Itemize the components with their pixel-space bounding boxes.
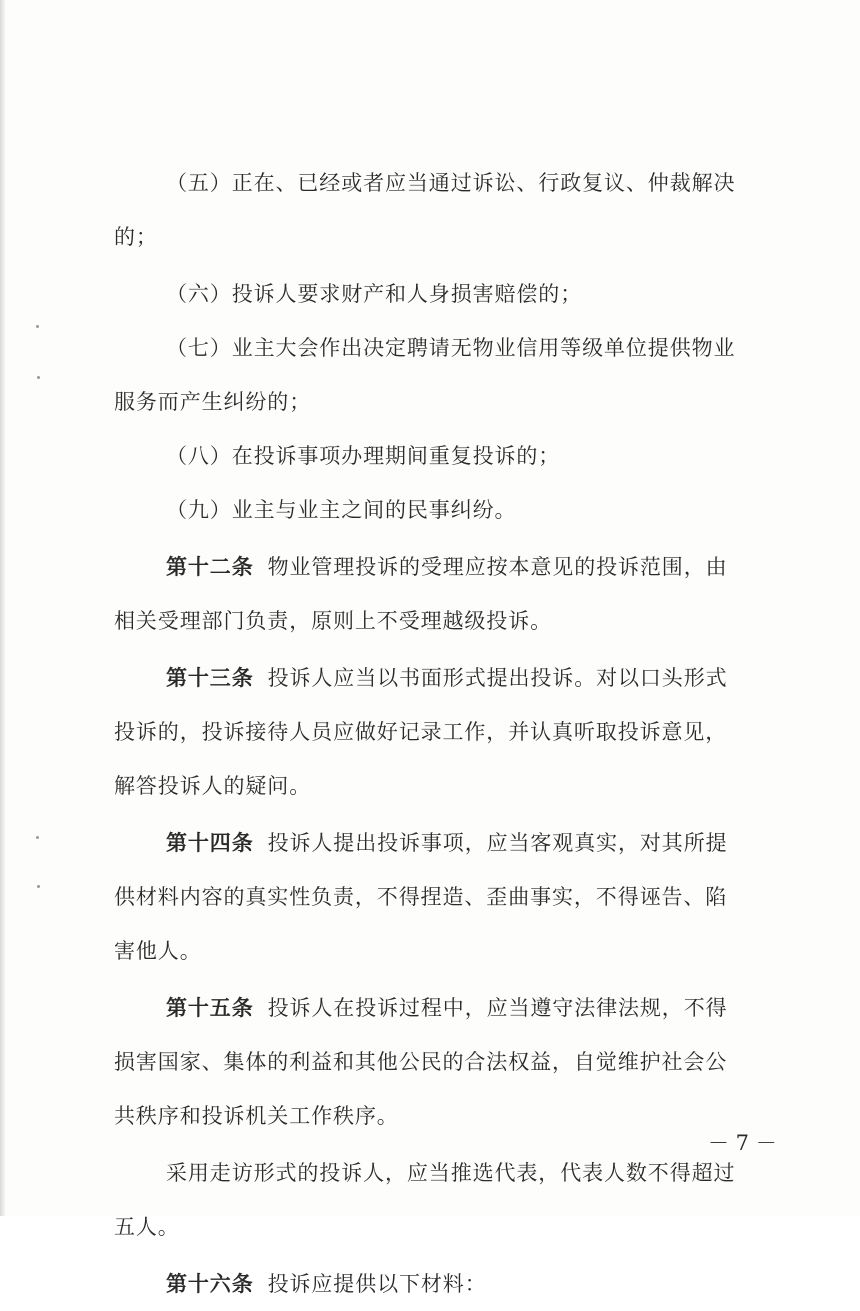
scan-speck (36, 325, 39, 328)
text-line: （七）业主大会作出决定聘请无物业信用等级单位提供物业 (166, 336, 736, 360)
article-heading: 第十二条 (166, 554, 254, 579)
text-line: （六）投诉人要求财产和人身损害赔偿的； (166, 282, 583, 306)
article-16-line: 第十六条 投诉应提供以下材料： (166, 1271, 487, 1296)
text-line: 采用走访形式的投诉人，应当推选代表，代表人数不得超过 (166, 1161, 736, 1185)
article-heading: 第十六条 (166, 1271, 254, 1296)
article-heading: 第十四条 (166, 830, 254, 855)
scan-speck (37, 885, 40, 888)
text-line: 服务而产生纠纷的； (114, 390, 312, 414)
article-heading: 第十三条 (166, 665, 254, 690)
text-line: 相关受理部门负责，原则上不受理越级投诉。 (114, 609, 552, 633)
article-13-line: 第十三条 投诉人应当以书面形式提出投诉。对以口头形式 (166, 665, 728, 690)
article-heading: 第十五条 (166, 995, 254, 1020)
article-15-line: 第十五条 投诉人在投诉过程中，应当遵守法律法规，不得 (166, 995, 728, 1020)
text-line: 的； (114, 225, 158, 249)
text-line: 害他人。 (114, 939, 202, 963)
text-line: 解答投诉人的疑问。 (114, 774, 312, 798)
text-line: 供材料内容的真实性负责，不得捏造、歪曲事实，不得诬告、陷 (114, 885, 728, 909)
text-line: 共秩序和投诉机关工作秩序。 (114, 1104, 399, 1128)
article-14-line: 第十四条 投诉人提出投诉事项，应当客观真实，对其所提 (166, 830, 728, 855)
scan-edge-shadow (0, 0, 6, 1216)
article-12-line: 第十二条 物业管理投诉的受理应按本意见的投诉范围，由 (166, 554, 728, 579)
body-text (114, 156, 762, 1311)
scan-speck (37, 376, 40, 379)
text-line: 投诉的，投诉接待人员应做好记录工作，并认真听取投诉意见， (114, 720, 728, 744)
scan-speck (36, 836, 39, 839)
text-line: （九）业主与业主之间的民事纠纷。 (166, 498, 517, 522)
text-line: 损害国家、集体的利益和其他公民的合法权益，自觉维护社会公 (114, 1050, 728, 1074)
text-line: 五人。 (114, 1215, 180, 1239)
page-number: － 7 － (708, 1131, 777, 1155)
text-line: （八）在投诉事项办理期间重复投诉的； (166, 444, 561, 468)
text-line: （五）正在、已经或者应当通过诉讼、行政复议、仲裁解决 (166, 171, 736, 195)
